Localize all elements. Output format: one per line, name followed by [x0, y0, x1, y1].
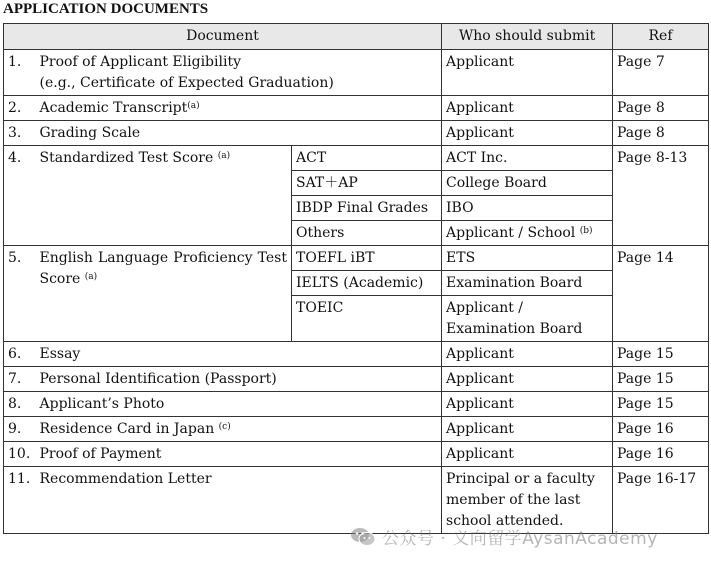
- submitter-cell: Applicant: [442, 96, 613, 121]
- row-number: 10.: [4, 442, 40, 467]
- row-number: 4.: [4, 146, 40, 246]
- row-number: 7.: [4, 367, 40, 392]
- ref-cell: Page 16: [613, 417, 709, 442]
- table-row: [4, 342, 709, 367]
- table-row: [4, 50, 709, 96]
- submitter-cell: Applicant: [442, 417, 613, 442]
- document-cell: [40, 146, 292, 246]
- header-document: Document: [4, 24, 442, 50]
- submitter-cell: College Board: [442, 171, 613, 196]
- ref-cell: Page 14: [613, 246, 709, 342]
- submitter-cell: ETS: [442, 246, 613, 271]
- ref-cell: Page 16-17: [613, 467, 709, 534]
- ref-cell: Page 16: [613, 442, 709, 467]
- submitter-cell: [442, 221, 613, 246]
- submitter-cell: Examination Board: [442, 271, 613, 296]
- submitter-label-cont: school attended.: [446, 513, 564, 529]
- test-name-cell: IBDP Final Grades: [292, 196, 442, 221]
- document-example: (e.g., Certificate of Expected Graduation): [39, 75, 334, 91]
- table-row: [4, 392, 709, 417]
- test-name-cell: TOEIC: [292, 296, 442, 342]
- test-name-cell: TOEFL iBT: [292, 246, 442, 271]
- row-number: 3.: [4, 121, 40, 146]
- document-label: Proof of Applicant Eligibility: [39, 54, 241, 70]
- header-who-should-submit: Who should submit: [442, 24, 613, 50]
- ref-cell: Page 15: [613, 342, 709, 367]
- footnote-marker: (c): [218, 422, 231, 432]
- table-row: [4, 146, 709, 171]
- footnote-marker: (a): [187, 101, 200, 111]
- row-number: 9.: [4, 417, 40, 442]
- table-row: [4, 367, 709, 392]
- ref-cell: Page 15: [613, 367, 709, 392]
- submitter-cell: IBO: [442, 196, 613, 221]
- submitter-cell: Applicant: [442, 121, 613, 146]
- document-label: Standardized Test Score: [39, 150, 218, 166]
- application-documents-table: [3, 23, 709, 534]
- submitter-label-cont: Examination Board: [446, 321, 583, 337]
- test-name-cell: ACT: [292, 146, 442, 171]
- document-cell: Proof of Payment: [40, 442, 442, 467]
- submitter-label: Principal or a faculty: [446, 471, 595, 487]
- document-cell: Applicant’s Photo: [40, 392, 442, 417]
- table-row: [4, 442, 709, 467]
- table-row: [4, 96, 709, 121]
- table-header-row: [4, 24, 709, 50]
- row-number: 11.: [4, 467, 40, 534]
- submitter-label: Applicant /: [446, 300, 524, 316]
- document-cell: Essay: [40, 342, 442, 367]
- ref-cell: Page 7: [613, 50, 709, 96]
- ref-cell: Page 15: [613, 392, 709, 417]
- table-row: [4, 121, 709, 146]
- row-number: 8.: [4, 392, 40, 417]
- table-row: [4, 417, 709, 442]
- watermark-text: 公众号 · 义向留学AysanAcademy: [382, 529, 658, 549]
- document-label: English Language Proficiency Test: [39, 250, 287, 266]
- document-cell: [40, 96, 442, 121]
- document-cell: [40, 417, 442, 442]
- row-number: 2.: [4, 96, 40, 121]
- test-name-cell: IELTS (Academic): [292, 271, 442, 296]
- submitter-label: Applicant / School: [446, 225, 580, 241]
- document-label: Residence Card in Japan: [39, 421, 219, 437]
- document-cell: Grading Scale: [40, 121, 442, 146]
- page-title: APPLICATION DOCUMENTS: [3, 1, 209, 17]
- table-row: [4, 246, 709, 271]
- submitter-cell: Applicant: [442, 392, 613, 417]
- footnote-marker: (a): [217, 151, 231, 161]
- submitter-cell: Applicant: [442, 50, 613, 96]
- submitter-cell: Applicant: [442, 442, 613, 467]
- submitter-cell: Applicant: [442, 342, 613, 367]
- header-ref: Ref: [613, 24, 709, 50]
- ref-cell: Page 8: [613, 96, 709, 121]
- document-cell: Personal Identification (Passport): [40, 367, 442, 392]
- footnote-marker: (a): [84, 272, 98, 282]
- test-name-cell: Others: [292, 221, 442, 246]
- wechat-icon: [350, 527, 376, 547]
- document-label: Academic Transcript: [39, 100, 188, 116]
- row-number: 6.: [4, 342, 40, 367]
- row-number: 5.: [4, 246, 40, 342]
- document-label-cont: Score: [39, 271, 85, 287]
- document-cell: [40, 246, 292, 342]
- submitter-cell: Applicant: [442, 367, 613, 392]
- watermark: [350, 524, 658, 549]
- submitter-label-cont: member of the last: [446, 492, 581, 508]
- submitter-cell: ACT Inc.: [442, 146, 613, 171]
- ref-cell: Page 8: [613, 121, 709, 146]
- document-cell: Recommendation Letter: [40, 467, 442, 534]
- test-name-cell: SAT＋AP: [292, 171, 442, 196]
- row-number: 1.: [4, 50, 40, 96]
- footnote-marker: (b): [579, 226, 593, 236]
- document-cell: [40, 50, 442, 96]
- submitter-cell: [442, 296, 613, 342]
- ref-cell: Page 8-13: [613, 146, 709, 246]
